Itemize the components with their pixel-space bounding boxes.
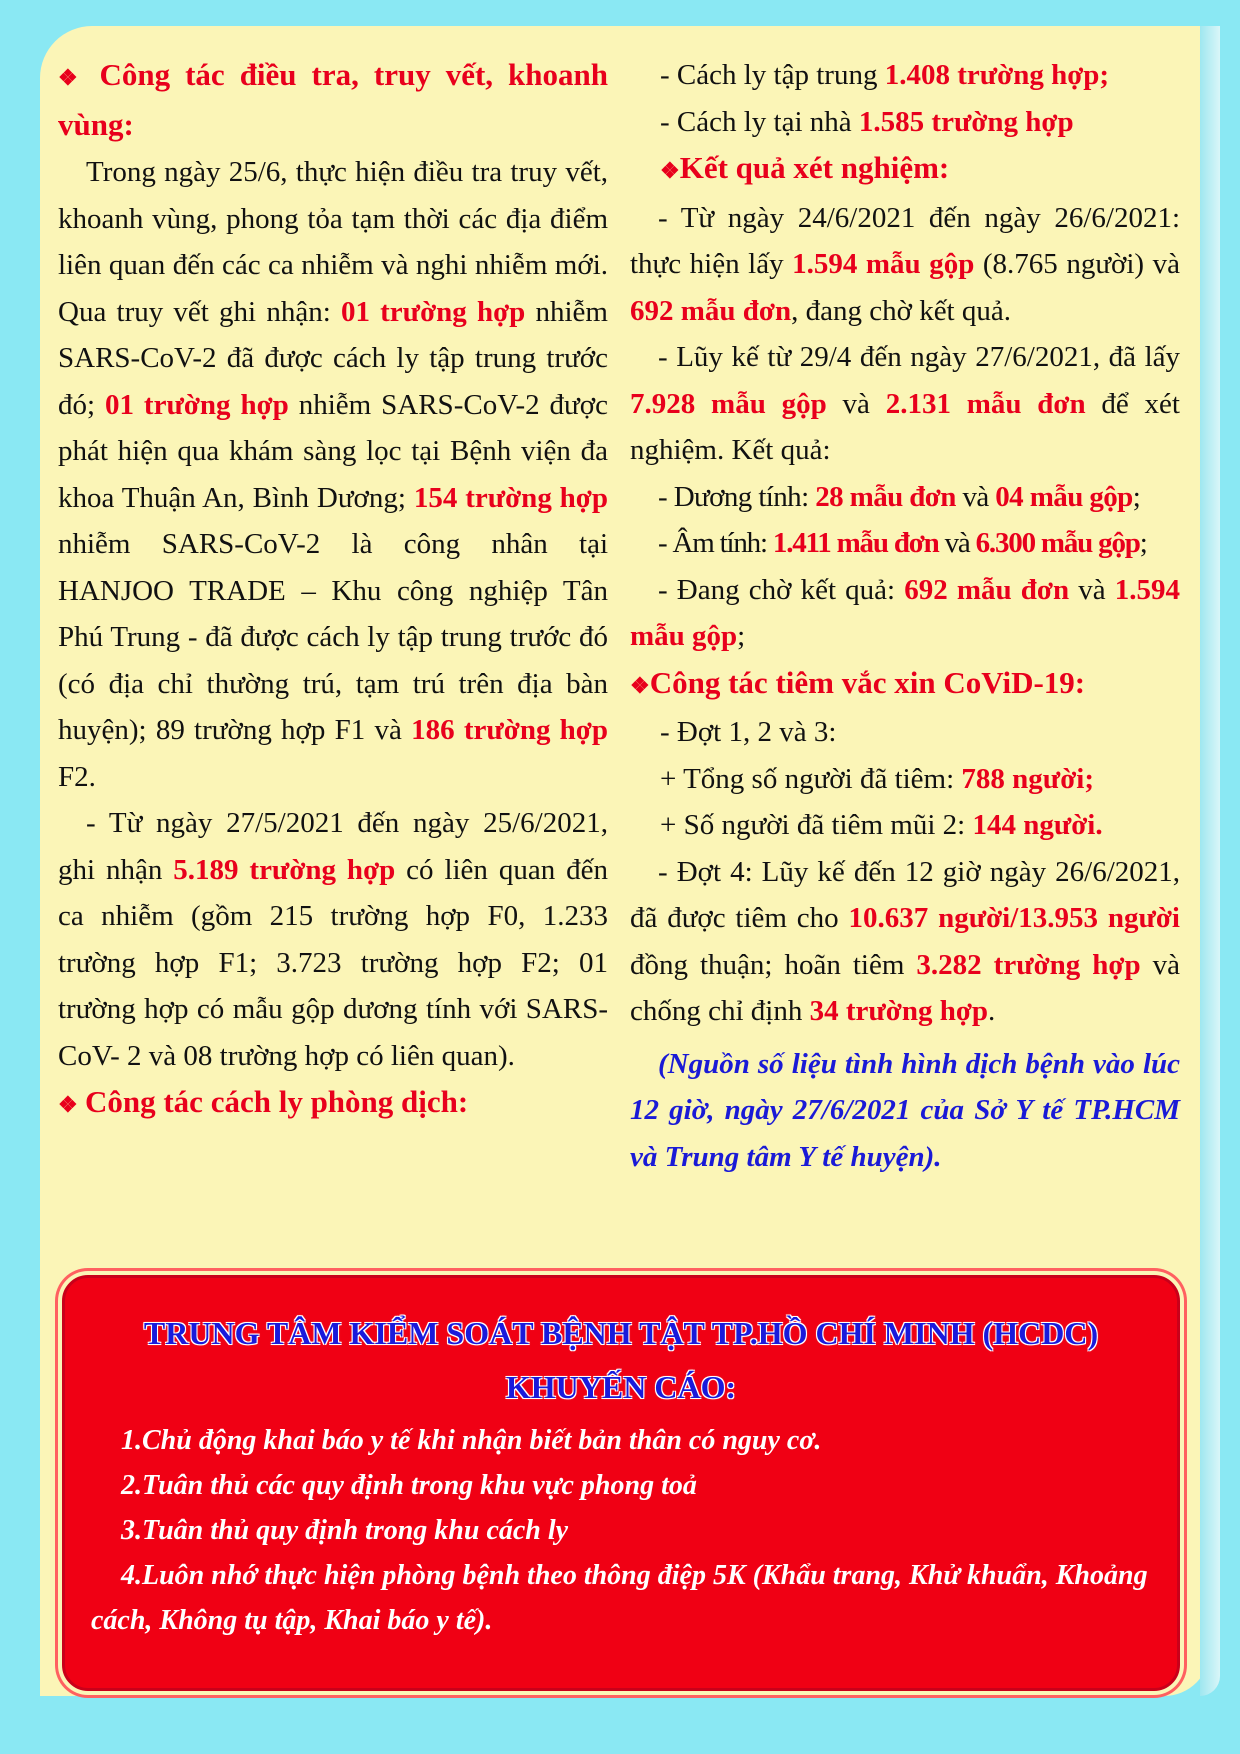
banner-title-line-1: TRUNG TÂM KIỂM SOÁT BỆNH TẬT TP.HỒ CHÍ MINH (HCDC): [143, 1315, 1099, 1351]
heading-test-results: ❖Kết quả xét nghiệm:: [660, 150, 950, 185]
bullet-icon: ❖: [58, 1092, 78, 1117]
test-negative: - Âm tính: 1.411 mẫu đơn và 6.300 mẫu gộp;: [658, 527, 1147, 559]
recommendation-item: 1.Chủ động khai báo y tế khi nhận biết bản thân có nguy cơ.: [121, 1425, 822, 1456]
recommendation-item: 4.Luôn nhớ thực hiện phòng bệnh theo thông điệp 5K (Khẩu trang, Khử khuẩn, Khoảng cách, Không tụ tập, Khai báo y tế).: [91, 1560, 1148, 1636]
isolation-home: - Cách ly tại nhà 1.585 trường hợp: [660, 105, 1074, 138]
vaccine-phase-4: - Đợt 4: Lũy kế đến 12 giờ ngày 26/6/2021, đã được tiêm cho 10.637 người/13.953 người đồng thuận; hoãn tiêm 3.282 trường hợp và chống chỉ định 34 trường hợp.: [630, 855, 1181, 1027]
recommendation-item: 2.Tuân thủ các quy định trong khu vực phong toả: [121, 1470, 697, 1501]
bullet-icon: ❖: [58, 65, 85, 90]
paragraph-tracing: Trong ngày 25/6, thực hiện điều tra truy vết, khoanh vùng, phong tỏa tạm thời các địa điểm liên quan đến các ca nhiễm và nghi nhiễm mới. Qua truy vết ghi nhận: 01 trường hợp nhiễm SARS-CoV-2 đã được cách ly tập trung trước đó; 01 trường hợp nhiễm SARS-CoV-2 được phát hiện qua khám sàng lọc tại Bệnh viện đa khoa Thuận An, Bình Dương; 154 trường hợp nhiễm SARS-CoV-2 là công nhân tại HANJOO TRADE – Khu công nghiệp Tân Phú Trung - đã được cách ly tập trung trước đó (có địa chỉ thường trú, tạm trú trên địa bàn huyện); 89 trường hợp F1 và 186 trường hợp F2.: [58, 156, 608, 793]
vaccine-dose-2: + Số người đã tiêm mũi 2: 144 người.: [660, 809, 1103, 841]
heading-investigation: ❖ Công tác điều tra, truy vết, khoanh vùng:: [58, 57, 608, 142]
bullet-icon: ❖: [660, 158, 680, 183]
paragraph-cumulative: - Từ ngày 27/5/2021 đến ngày 25/6/2021, ghi nhận 5.189 trường hợp có liên quan đến ca nhiễm (gồm 215 trường hợp F0, 1.233 trường hợp F1; 3.723 trường hợp F2; 01 trường hợp có mẫu gộp dương tính với SARS-CoV- 2 và 08 trường hợp có liên quan).: [58, 807, 608, 1072]
data-source-note: (Nguồn số liệu tình hình dịch bệnh vào lúc 12 giờ, ngày 27/6/2021 của Sở Y tế TP.HCM và Trung tâm Y tế huyện).: [630, 1047, 1180, 1173]
recommendation-item: 3.Tuân thủ quy định trong khu cách ly: [121, 1515, 569, 1546]
recommendation-list: [65, 1414, 1177, 1643]
isolation-centralized: - Cách ly tập trung 1.408 trường hợp;: [660, 59, 1110, 91]
vaccine-phase-1-3: - Đợt 1, 2 và 3:: [660, 716, 837, 748]
panel-edge: [1200, 26, 1220, 1696]
bullet-icon: ❖: [630, 672, 650, 698]
right-column: [630, 52, 1180, 1180]
heading-isolation: ❖ Công tác cách ly phòng dịch:: [58, 1084, 469, 1119]
test-pending: - Đang chờ kết quả: 692 mẫu đơn và 1.594 mẫu gộp;: [630, 573, 1180, 652]
banner-title: [65, 1306, 1177, 1414]
test-period: - Từ ngày 24/6/2021 đến ngày 26/6/2021: thực hiện lấy 1.594 mẫu gộp (8.765 người) và 692 mẫu đơn, đang chờ kết quả.: [630, 201, 1180, 327]
vaccine-total: + Tổng số người đã tiêm: 788 người;: [660, 762, 1094, 795]
left-column: [58, 52, 608, 1129]
test-positive: - Dương tính: 28 mẫu đơn và 04 mẫu gộp;: [658, 480, 1141, 513]
hcdc-recommendation-banner: [62, 1275, 1180, 1691]
heading-vaccination: ❖Công tác tiêm vắc xin CoViD-19:: [630, 664, 1086, 700]
test-cumulative: - Lũy kế từ 29/4 đến ngày 27/6/2021, đã lấy 7.928 mẫu gộp và 2.131 mẫu đơn để xét nghiệm. Kết quả:: [630, 341, 1180, 466]
banner-title-line-2: KHUYẾN CÁO:: [505, 1369, 737, 1405]
